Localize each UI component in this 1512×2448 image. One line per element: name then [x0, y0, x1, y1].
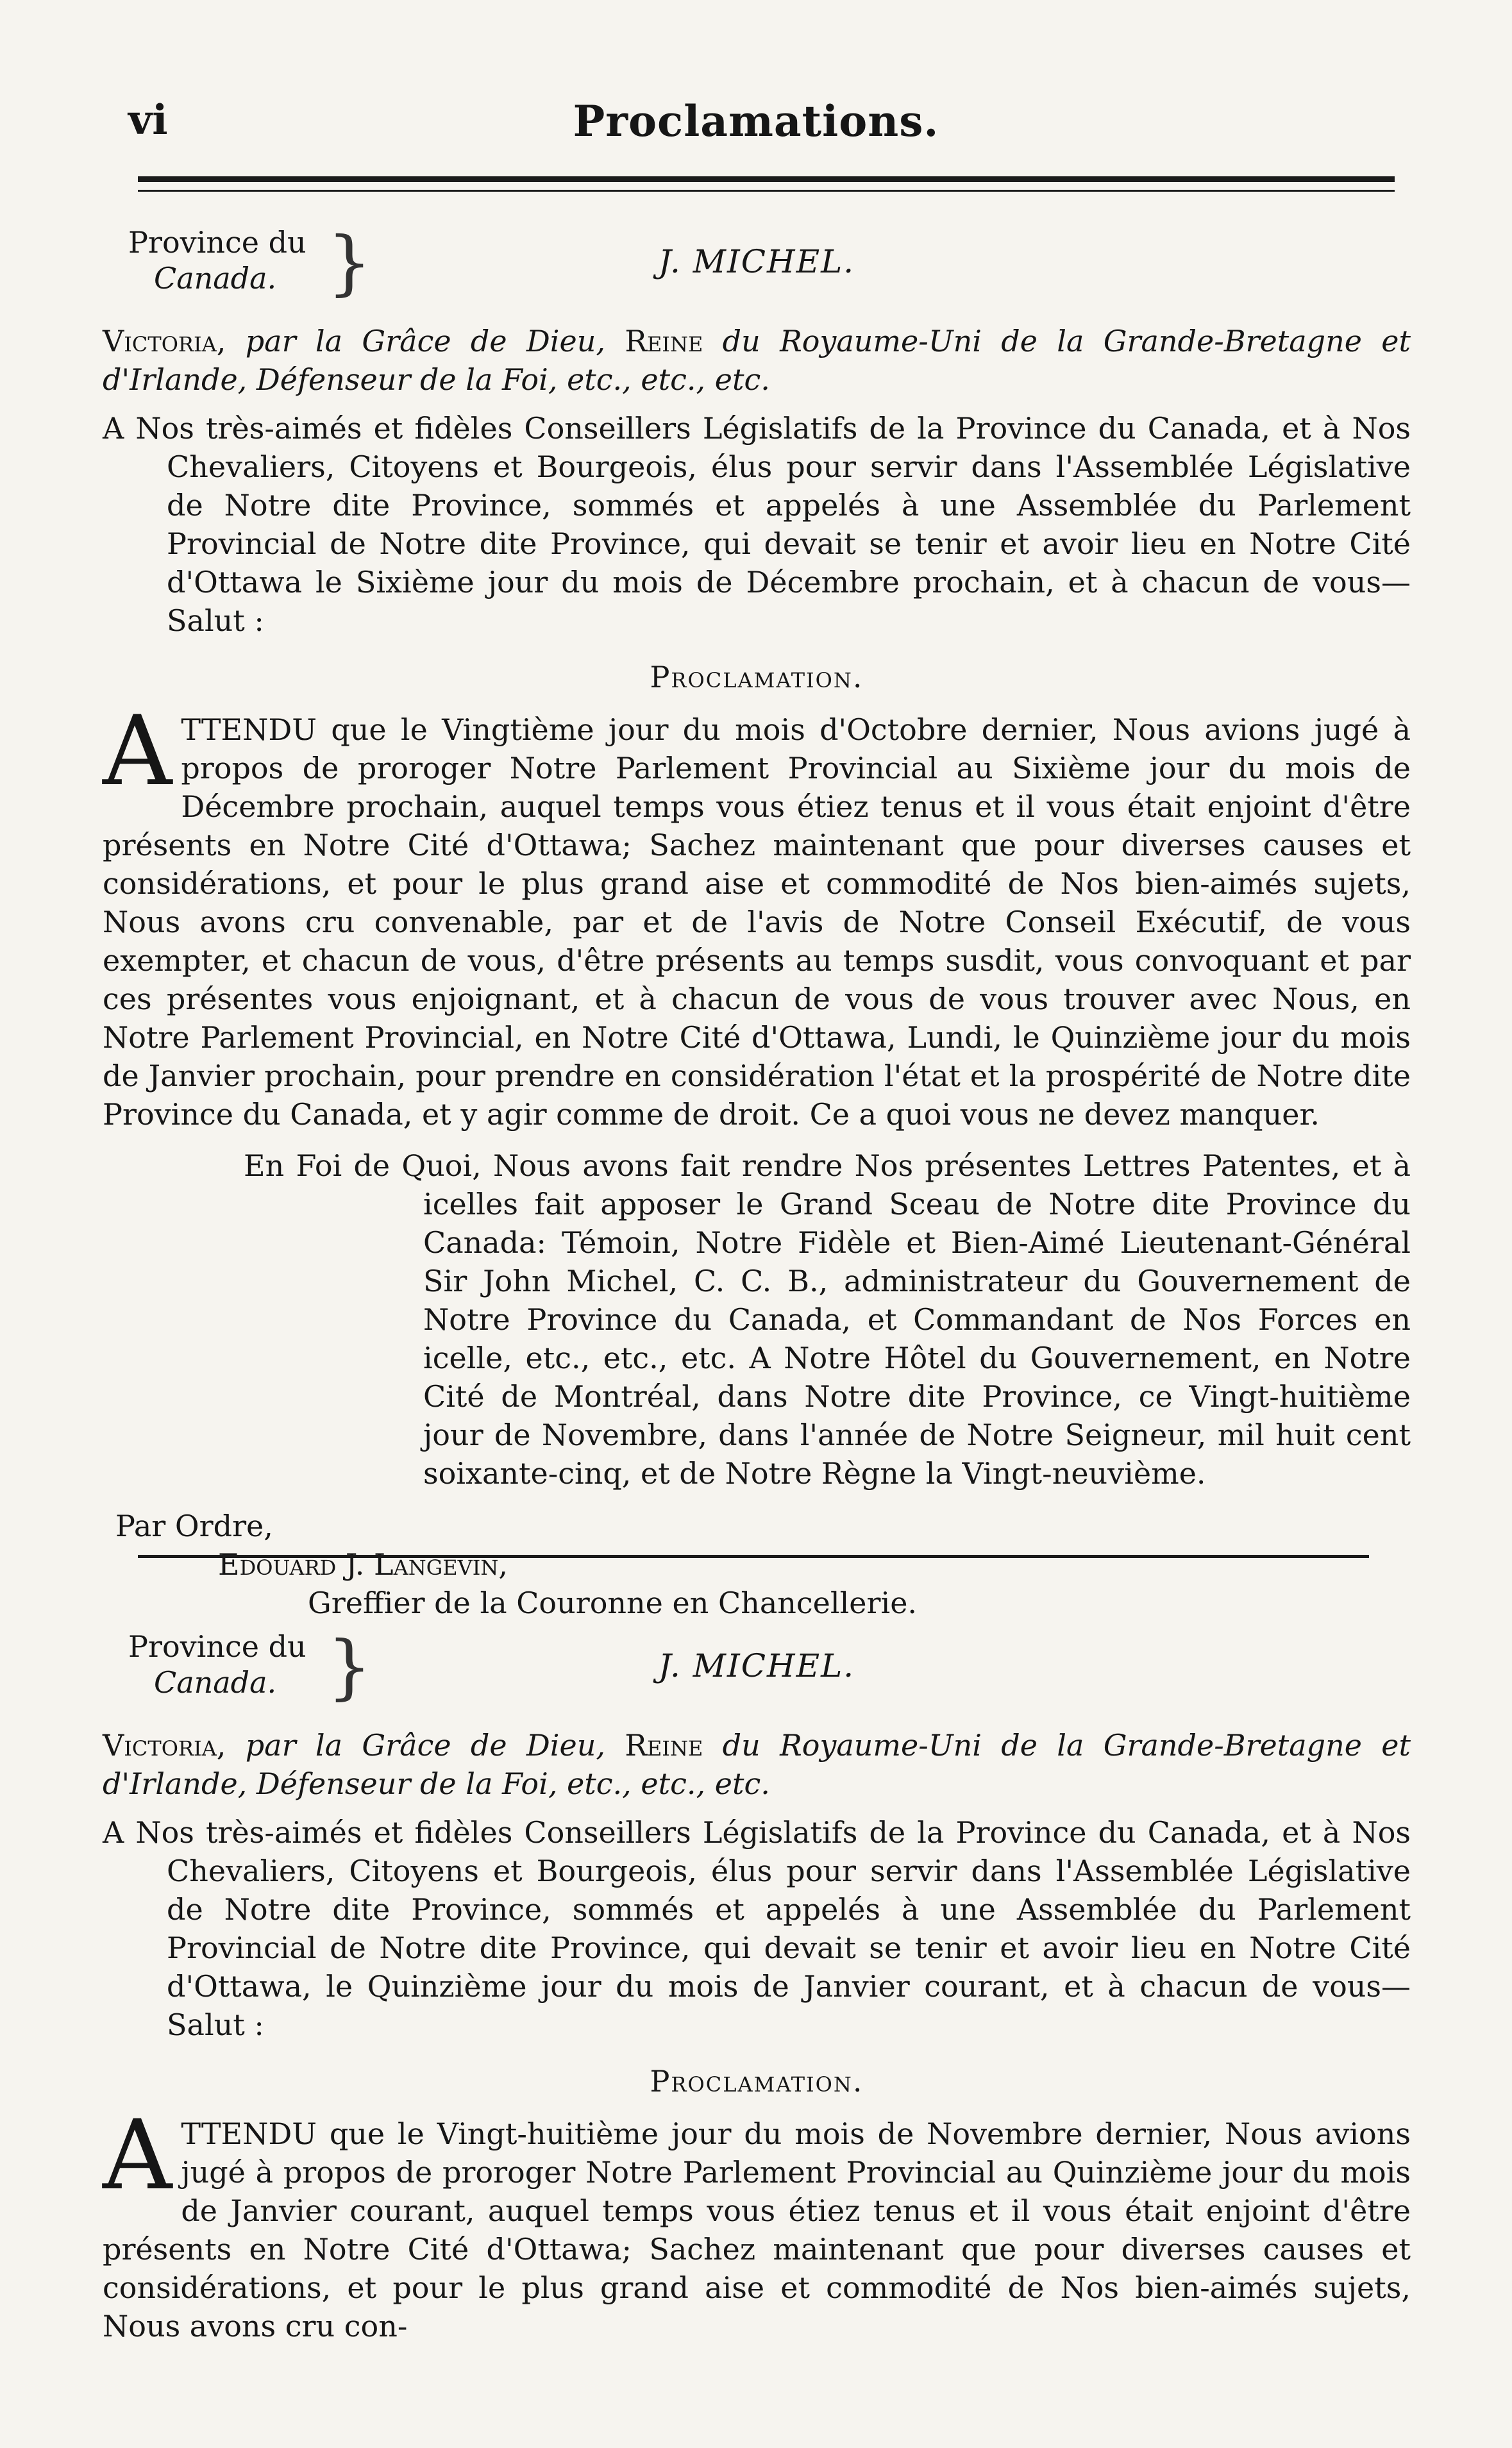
proclamation-1-headline — [103, 221, 1411, 308]
royal-title-reine: Reine — [625, 324, 703, 358]
royal-title-grace: par la Grâce de Dieu, — [245, 1728, 605, 1763]
governor-signature: J. MICHEL. — [658, 1647, 855, 1684]
proclamation-body-text: TTENDU que le Vingt-huitième jour du mois de Novembre dernier, Nous avions jugé à propos de proroger Notre Parlement Provincial au Quinzième jour du mois de Janvier courant, auquel temps vous étiez tenus et il vous était enjoint d'être présents en Notre Cité d'Ottawa; Sachez maintenant que pour diverses causes et considérations, et pour le plus grand aise et commodité de Nos bien-aimés sujets, Nous avons cru con- — [103, 2117, 1411, 2343]
proclamation-2 — [103, 1625, 1411, 2345]
royal-title-realm: du Royaume-Uni de la Grande-Bretagne et d'Irlande, Défenseur de la Foi, etc., etc., etc. — [103, 1728, 1411, 1801]
brace-icon: } — [327, 221, 372, 303]
proclamation-1 — [103, 221, 1411, 1622]
province-line-1: Province du — [128, 225, 307, 260]
province-line-1: Province du — [128, 1629, 307, 1664]
royal-title — [103, 322, 1411, 399]
page-header — [122, 96, 1390, 154]
proclamation-body — [103, 696, 1411, 1134]
signer-title: Greffier de la Couronne en Chancellerie. — [308, 1586, 918, 1620]
proclamation-2-headline — [103, 1625, 1411, 1712]
en-foi-paragraph: En Foi de Quoi, Nous avons fait rendre Nos présentes Lettres Patentes, et à icelles fait apposer le Grand Sceau de Notre dite Province du Canada: Témoin, Notre Fidèle et Bien-Aimé Lieutenant-Général Sir John Michel, C. C. B., administrateur du Gouvernement de Notre Province du Canada, et Commandant de Nos Forces en icelle, etc., etc., etc. A Notre Hôtel du Gouvernement, en Notre Cité de Montréal, dans Notre dite Province, ce Vingt-huitième jour de Novembre, dans l'année de Notre Seigneur, mil huit cent soixante-cinq, et de Notre Règne la Vingt-neuvième. — [244, 1148, 1411, 1491]
address-paragraph: A Nos très-aimés et fidèles Conseillers Législatifs de la Province du Canada, et à Nos Chevaliers, Citoyens et Bourgeois, élus pour servir dans l'Assemblée Législative de Notre dite Province, sommés et appelés à une Assemblée du Parlement Provincial de Notre dite Province, qui devait se tenir et avoir lieu en Notre Cité d'Ottawa le Sixième jour du mois de Décembre prochain, et à chacun de vous—Salut : — [103, 411, 1411, 638]
address-paragraph: A Nos très-aimés et fidèles Conseillers Législatifs de la Province du Canada, et à Nos Chevaliers, Citoyens et Bourgeois, élus pour servir dans l'Assemblée Législative de Notre dite Province, sommés et appelés à une Assemblée du Parlement Provincial de Notre dite Province, qui devait se tenir et avoir lieu en Notre Cité d'Ottawa, le Quinzième jour du mois de Janvier courant, et à chacun de vous—Salut : — [103, 1815, 1411, 2042]
royal-title-name: Victoria, — [103, 1728, 226, 1763]
royal-title-grace: par la Grâce de Dieu, — [245, 324, 605, 358]
page-folio: vi — [128, 96, 168, 144]
par-ordre: Par Ordre, — [115, 1509, 273, 1543]
brace-icon: } — [327, 1625, 372, 1707]
proclamation-heading: Proclamation. — [650, 660, 864, 694]
proclamation-body — [103, 2100, 1411, 2345]
drop-cap: A — [103, 696, 172, 807]
province-line-2: Canada. — [154, 261, 277, 296]
royal-title-reine: Reine — [625, 1728, 703, 1763]
governor-signature: J. MICHEL. — [658, 243, 855, 280]
royal-title-name: Victoria, — [103, 324, 226, 358]
header-rule-thick — [138, 176, 1395, 182]
proclamation-heading: Proclamation. — [650, 2064, 864, 2099]
royal-title — [103, 1726, 1411, 1803]
header-rule-thin — [138, 190, 1395, 192]
province-line-2: Canada. — [154, 1665, 277, 1700]
running-title: Proclamations. — [573, 96, 939, 146]
royal-title-realm: du Royaume-Uni de la Grande-Bretagne et d'Irlande, Défenseur de la Foi, etc., etc., etc. — [103, 324, 1411, 397]
proclamation-body-text: TTENDU que le Vingtième jour du mois d'Octobre dernier, Nous avions jugé à propos de proroger Notre Parlement Provincial au Sixième jour du mois de Décembre prochain, auquel temps vous étiez tenus et il vous était enjoint d'être présents en Notre Cité d'Ottawa; Sachez maintenant que pour diverses causes et considérations, et pour le plus grand aise et commodité de Nos bien-aimés sujets, Nous avons cru convenable, par et de l'avis de Notre Conseil Exécutif, de vous exempter, et chacun de vous, d'être présents au temps susdit, vous convoquant et par ces présentes vous enjoignant, et à chacun de vous de vous trouver avec Nous, en Notre Parlement Provincial, en Notre Cité d'Ottawa, Lundi, le Quinzième jour du mois de Janvier prochain, pour prendre en considération l'état et la prospérité de Notre dite Province du Canada, et y agir comme de droit. Ce a quoi vous ne devez manquer. — [103, 712, 1411, 1132]
drop-cap: A — [103, 2100, 172, 2211]
signer-name: Edouard J. Langevin, — [218, 1547, 508, 1582]
section-divider — [138, 1555, 1369, 1558]
